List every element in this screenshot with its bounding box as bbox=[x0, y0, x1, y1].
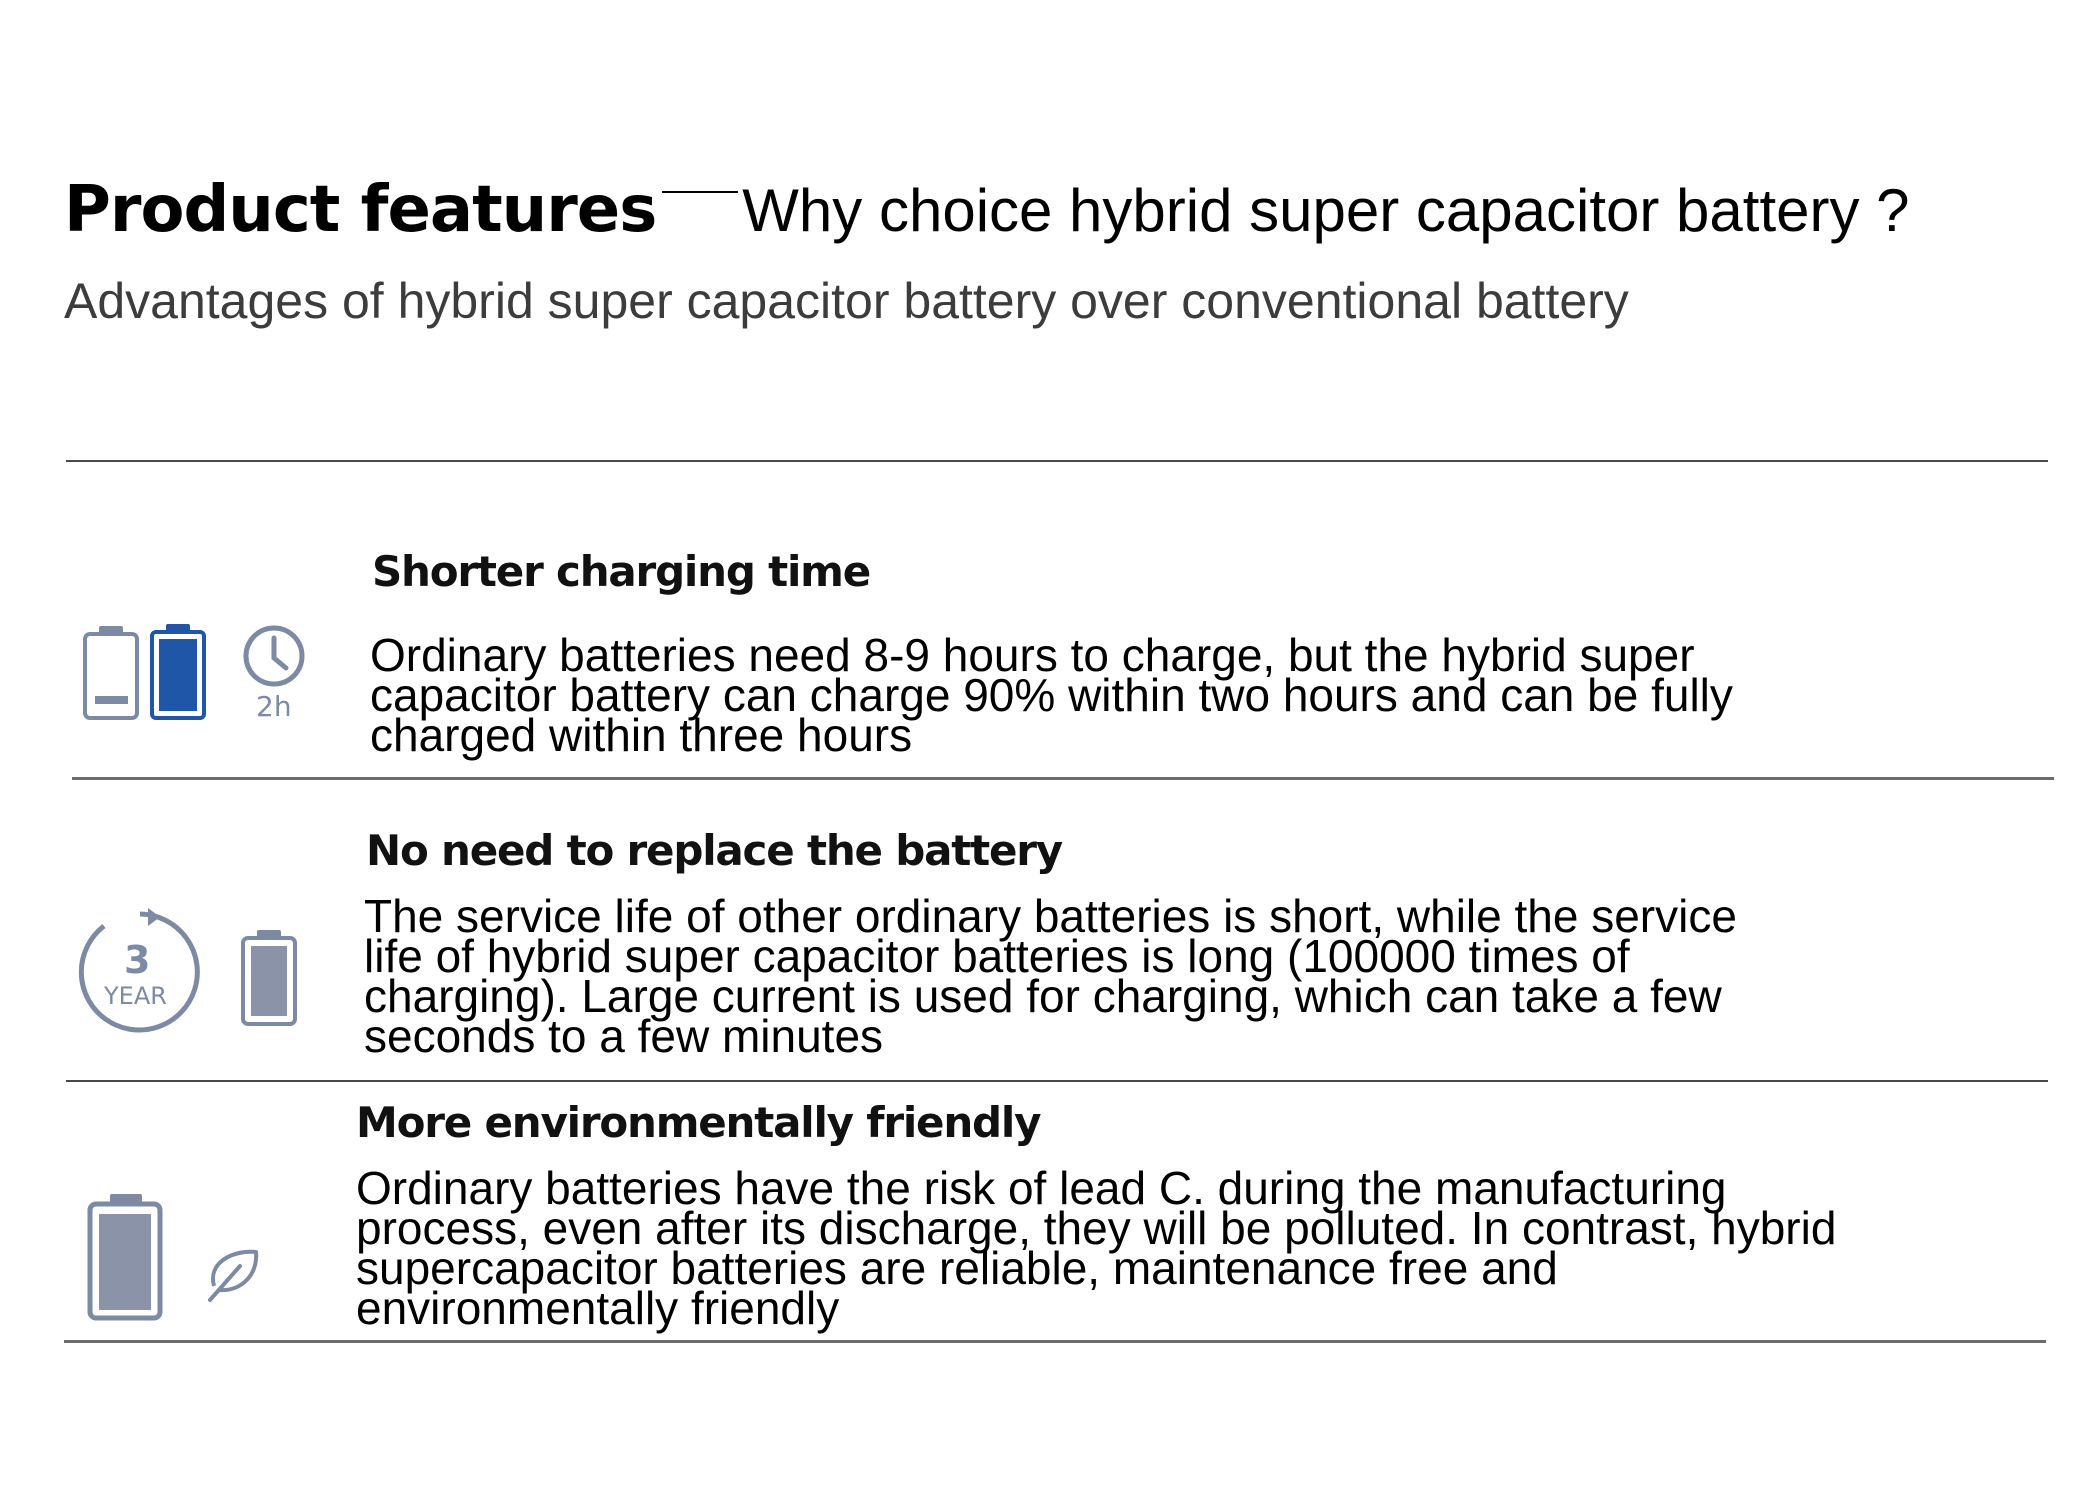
feature-body: The service life of other ordinary batteries is short, while the service life of hybrid super capacitor batteries is long (100000 times of charging). Large current is used for charging, which can take a few seconds to a few minutes bbox=[364, 890, 1737, 1062]
leaf-icon bbox=[202, 1244, 268, 1304]
feature-divider bbox=[66, 1080, 2048, 1082]
feature-body: Ordinary batteries have the risk of lead C. during the manufacturing process, even after its discharge, they will be polluted. In contrast, hybrid supercapacitor batteries are reliable, maintenance free and environmentally friendly bbox=[356, 1162, 1837, 1334]
battery-icon bbox=[240, 928, 300, 1028]
battery-full-icon bbox=[149, 622, 209, 722]
page-title-rest: Why choice hybrid super capacitor battery ? bbox=[742, 177, 1910, 244]
title-dash bbox=[662, 191, 738, 193]
cycle-unit: YEAR bbox=[104, 982, 167, 1010]
page-title-bold: Product features bbox=[64, 173, 657, 247]
feature-heading: No need to replace the battery bbox=[366, 826, 1062, 875]
feature-heading: More environmentally friendly bbox=[356, 1098, 1041, 1147]
page-subtitle: Advantages of hybrid super capacitor battery over conventional battery bbox=[64, 273, 1629, 329]
header-divider bbox=[66, 460, 2048, 462]
page-title bbox=[64, 173, 2044, 247]
feature-divider bbox=[64, 1340, 2046, 1343]
battery-icon bbox=[86, 1192, 166, 1322]
cycle-number: 3 bbox=[124, 938, 151, 982]
feature-body: Ordinary batteries need 8-9 hours to charge, but the hybrid super capacitor battery can charge 90% within two hours and can be fully charged within three hours bbox=[370, 629, 1733, 761]
clock-label: 2h bbox=[256, 690, 292, 723]
battery-low-icon bbox=[82, 624, 142, 722]
feature-divider bbox=[72, 777, 2054, 780]
page-header bbox=[64, 173, 2044, 330]
feature-heading: Shorter charging time bbox=[372, 547, 871, 596]
